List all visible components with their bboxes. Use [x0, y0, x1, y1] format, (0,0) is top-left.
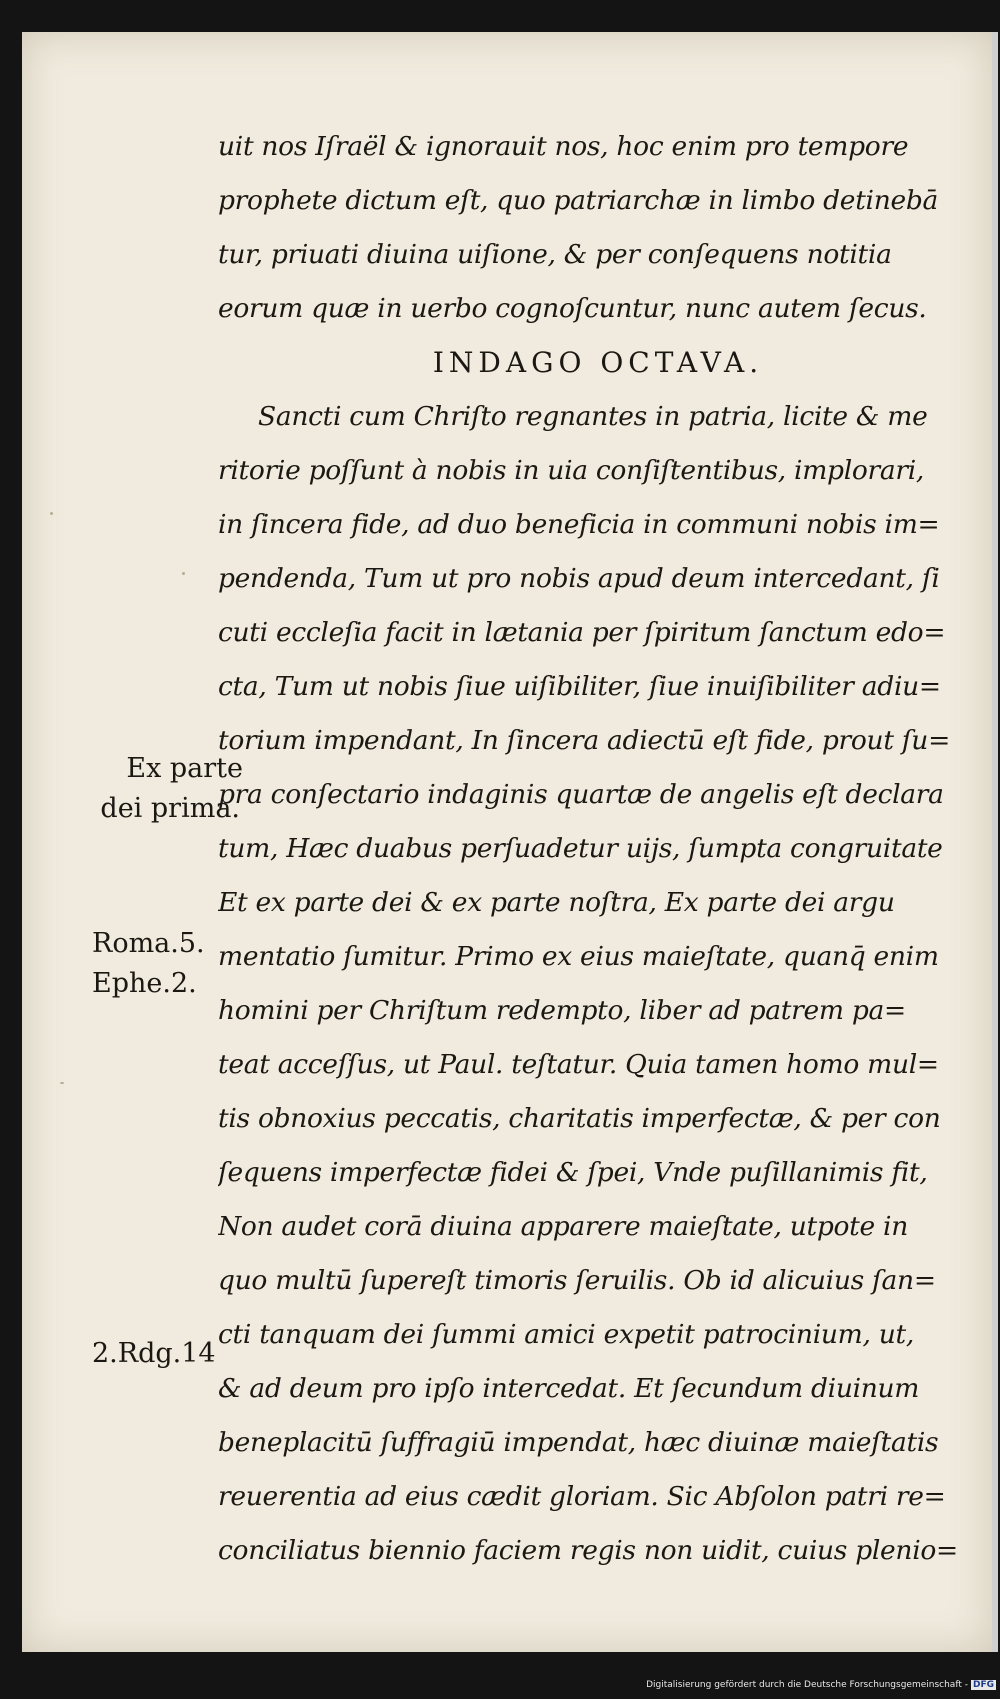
- text-line: ſequens imperfectæ fidei & ſpei, Vnde puſillanimis fit,: [218, 1157, 928, 1188]
- margin-note-reg: 2.Rdg.14: [92, 1338, 216, 1369]
- text-line: uit nos Iſraël & ignorauit nos, hoc enim pro tempore: [218, 131, 909, 162]
- paper-speck: [182, 572, 185, 575]
- text-line: Et ex parte dei & ex parte noſtra, Ex parte dei argu: [218, 887, 895, 918]
- digitization-credit: [646, 1680, 996, 1690]
- main-text: [218, 120, 958, 1578]
- section-heading: INDAGO OCTAVA.: [432, 346, 764, 379]
- dfg-logo: DFG: [972, 1680, 994, 1690]
- margin-note-roma: Roma.5.: [92, 928, 205, 959]
- credit-text: Digitalisierung gefördert durch die Deutsche Forschungsgemeinschaft -: [646, 1680, 968, 1690]
- text-line: pra conſectario indaginis quartæ de angelis eſt declara: [218, 779, 944, 810]
- text-line: prophete dictum eſt, quo patriarchæ in limbo detinebā: [218, 185, 939, 216]
- text-line: tur, priuati diuina uiſione, & per conſequens notitia: [218, 239, 892, 270]
- text-line: homini per Chriſtum redempto, liber ad patrem pa=: [218, 995, 906, 1026]
- text-line: in ſincera fide, ad duo beneficia in communi nobis im=: [218, 509, 940, 540]
- text-line: tum, Hæc duabus perſuadetur uijs, ſumpta congruitate: [218, 833, 943, 864]
- text-line: cuti eccleſia facit in lætania per ſpiritum ſanctum edo=: [218, 617, 946, 648]
- text-line: reuerentia ad eius cædit gloriam. Sic Abſolon patri re=: [218, 1481, 946, 1512]
- text-line: tis obnoxius peccatis, charitatis imperfectæ, & per con: [218, 1103, 941, 1134]
- text-line: ritorie poſſunt à nobis in uia conſiſtentibus, implorari,: [218, 455, 925, 486]
- paper-speck: [60, 1082, 64, 1084]
- text-line: beneplacitū ſuffragiū impendat, hæc diuinæ maieſtatis: [218, 1427, 939, 1458]
- margin-note-ex-parte: Ex parte: [126, 753, 243, 784]
- text-line: quo multū ſupereſt timoris ſeruilis. Ob id alicuius ſan=: [218, 1265, 936, 1296]
- text-line: Non audet corā diuina apparere maieſtate, utpote in: [218, 1211, 908, 1242]
- text-line: torium impendant, In ſincera adiectū eſt fide, prout ſu=: [218, 725, 950, 756]
- text-line: eorum quæ in uerbo cognoſcuntur, nunc autem ſecus.: [218, 293, 927, 324]
- text-line: conciliatus biennio faciem regis non uidit, cuius plenio=: [218, 1535, 958, 1566]
- text-line: Sancti cum Chriſto regnantes in patria, licite & me: [258, 401, 928, 432]
- text-line: pendenda, Tum ut pro nobis apud deum intercedant, ſi: [218, 563, 940, 594]
- text-line: & ad deum pro ipſo intercedat. Et ſecundum diuinum: [218, 1373, 920, 1404]
- text-line: mentatio ſumitur. Primo ex eius maieſtate, quanq̄ enim: [218, 941, 939, 972]
- margin-note-ephe: Ephe.2.: [92, 968, 197, 999]
- paper-speck: [50, 512, 53, 515]
- text-line: teat acceſſus, ut Paul. teſtatur. Quia tamen homo mul=: [218, 1049, 939, 1080]
- text-line: cta, Tum ut nobis ſiue uiſibiliter, ſiue inuiſibiliter adiu=: [218, 671, 941, 702]
- margin-note-dei-prima: dei prima.: [100, 793, 240, 824]
- text-line: cti tanquam dei ſummi amici expetit patrocinium, ut,: [218, 1319, 914, 1350]
